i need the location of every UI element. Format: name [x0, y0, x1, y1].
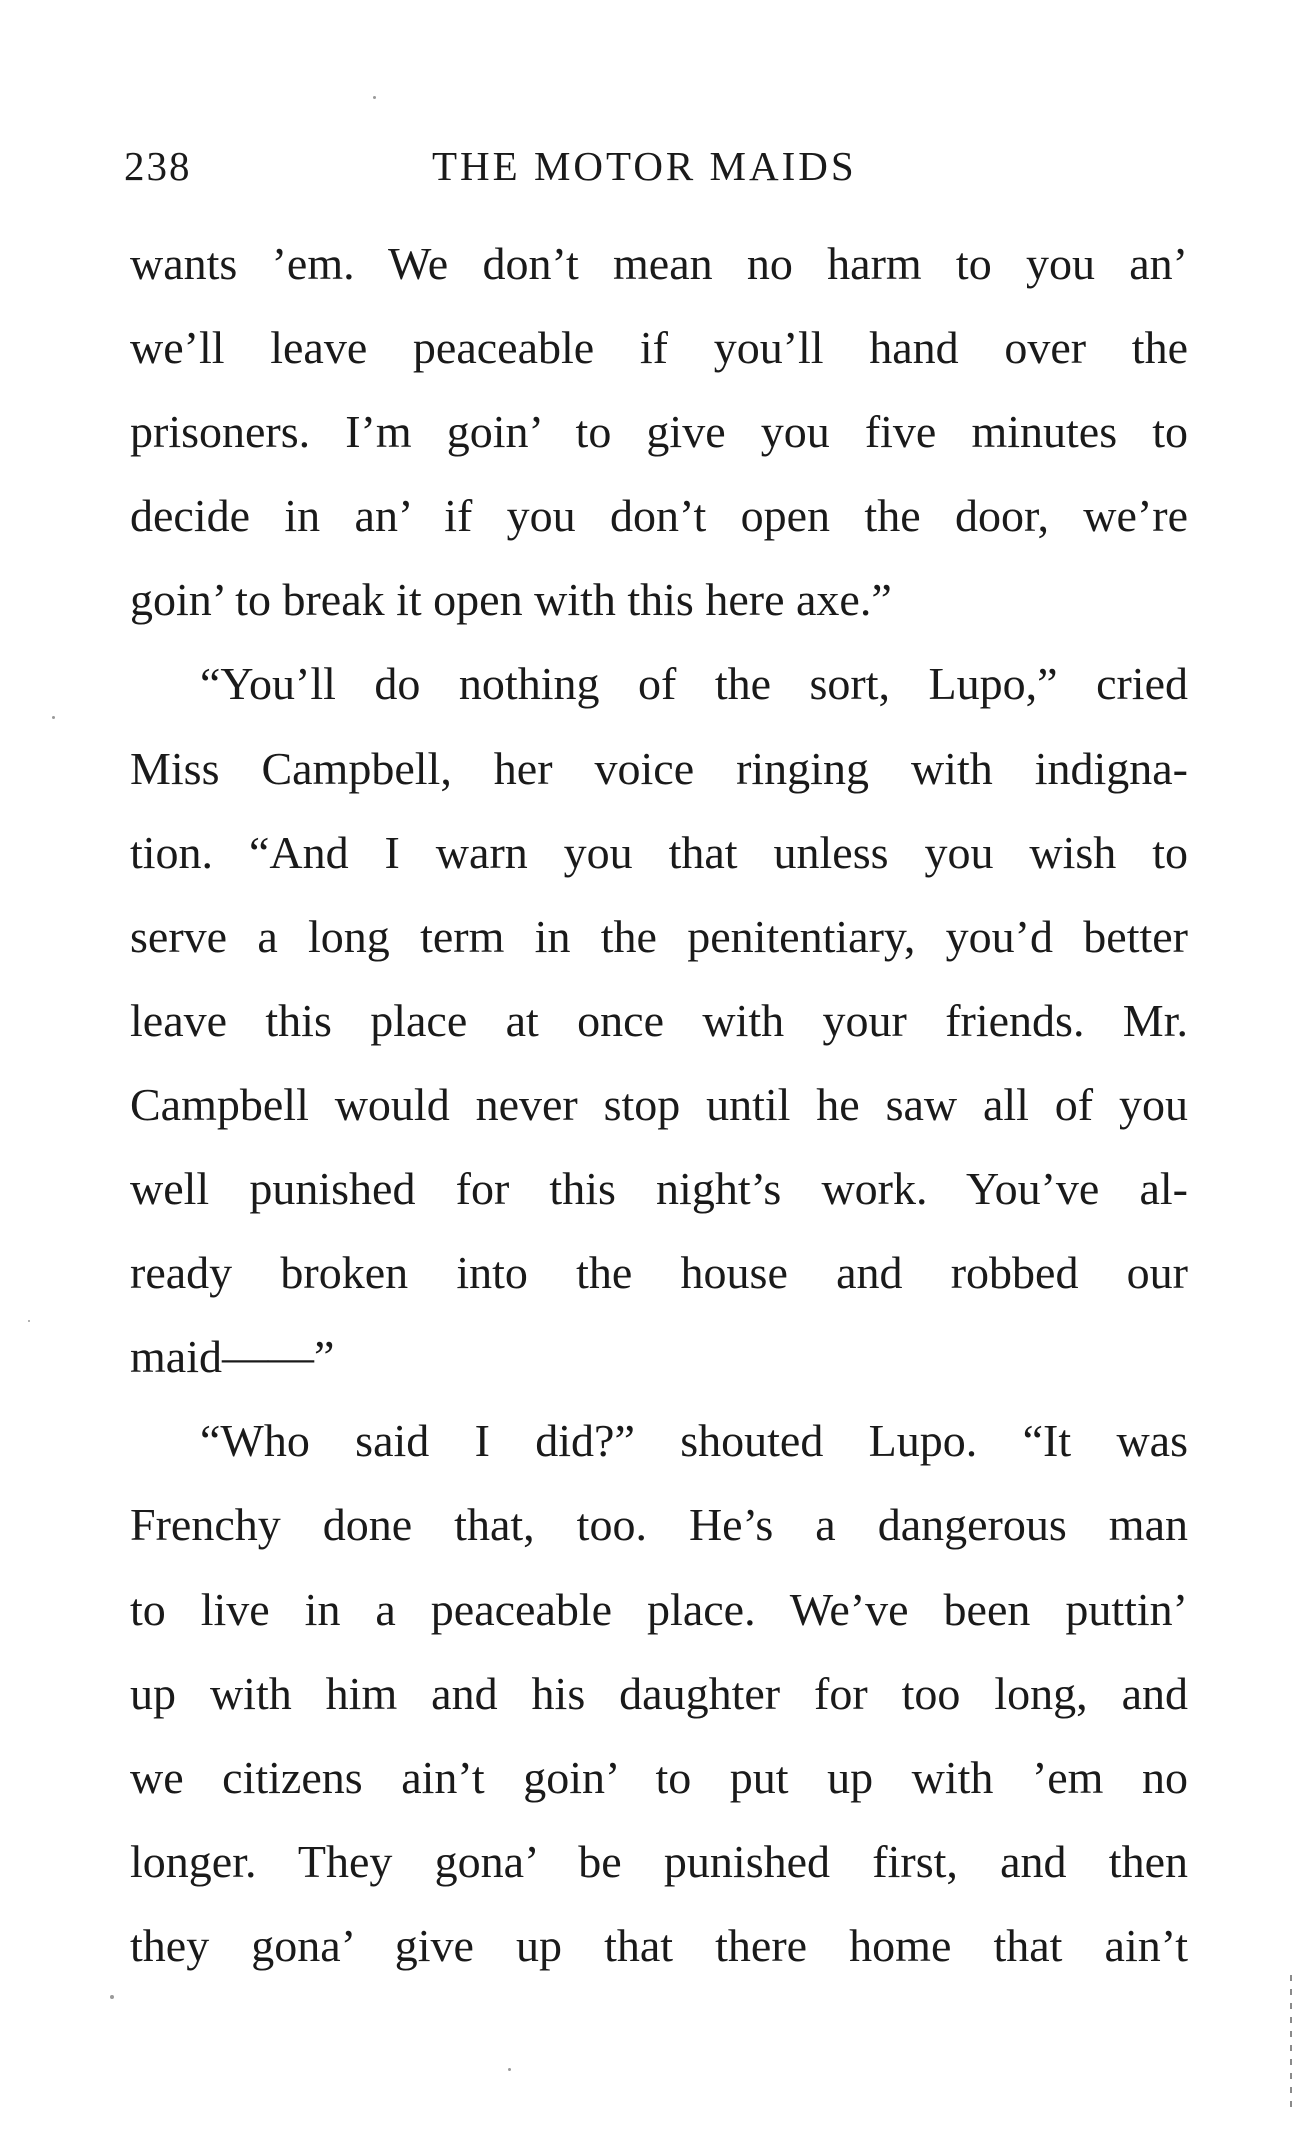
- speck: [373, 96, 376, 99]
- speck: [110, 1995, 114, 1999]
- page-number: 238: [124, 143, 192, 189]
- speck: [28, 1320, 30, 1322]
- text-line: to live in a peaceable place. We’ve been puttin’: [130, 1583, 1188, 1635]
- text-line: we citizens ain’t goin’ to put up with ’em no: [130, 1751, 1188, 1803]
- speck: [508, 2068, 511, 2071]
- body-text: [130, 222, 1188, 1988]
- text-line: ready broken into the house and robbed our: [130, 1247, 1188, 1299]
- text-line: up with him and his daughter for too long, and: [130, 1667, 1188, 1719]
- text-line: serve a long term in the penitentiary, you’d better: [130, 910, 1188, 962]
- text-line: longer. They gona’ be punished first, and then: [130, 1835, 1188, 1887]
- text-line: wants ’em. We don’t mean no harm to you an’: [130, 238, 1188, 289]
- text-line: Campbell would never stop until he saw all of you: [130, 1078, 1188, 1130]
- text-line: we’ll leave peaceable if you’ll hand over the: [130, 322, 1188, 374]
- running-title: THE MOTOR MAIDS: [432, 143, 857, 189]
- text-line: decide in an’ if you don’t open the door, we’re: [130, 490, 1188, 542]
- text-line: goin’ to break it open with this here axe.”: [130, 574, 892, 626]
- text-line: prisoners. I’m goin’ to give you five minutes to: [130, 406, 1188, 458]
- text-line: tion. “And I warn you that unless you wish to: [130, 826, 1188, 878]
- text-line: leave this place at once with your friends. Mr.: [130, 994, 1188, 1046]
- text-line: well punished for this night’s work. You’ve al-: [130, 1163, 1188, 1215]
- text-line: they gona’ give up that there home that ain’t: [130, 1919, 1188, 1971]
- page-edge-mark: [1290, 1975, 1292, 2115]
- text-line: “Who said I did?” shouted Lupo. “It was: [200, 1415, 1188, 1467]
- page-header: [124, 142, 1194, 192]
- text-line: “You’ll do nothing of the sort, Lupo,” cried: [200, 658, 1188, 710]
- text-line: Miss Campbell, her voice ringing with indigna-: [130, 742, 1188, 794]
- speck: [52, 716, 55, 719]
- text-line: maid——”: [130, 1331, 335, 1383]
- text-line: Frenchy done that, too. He’s a dangerous man: [130, 1499, 1188, 1551]
